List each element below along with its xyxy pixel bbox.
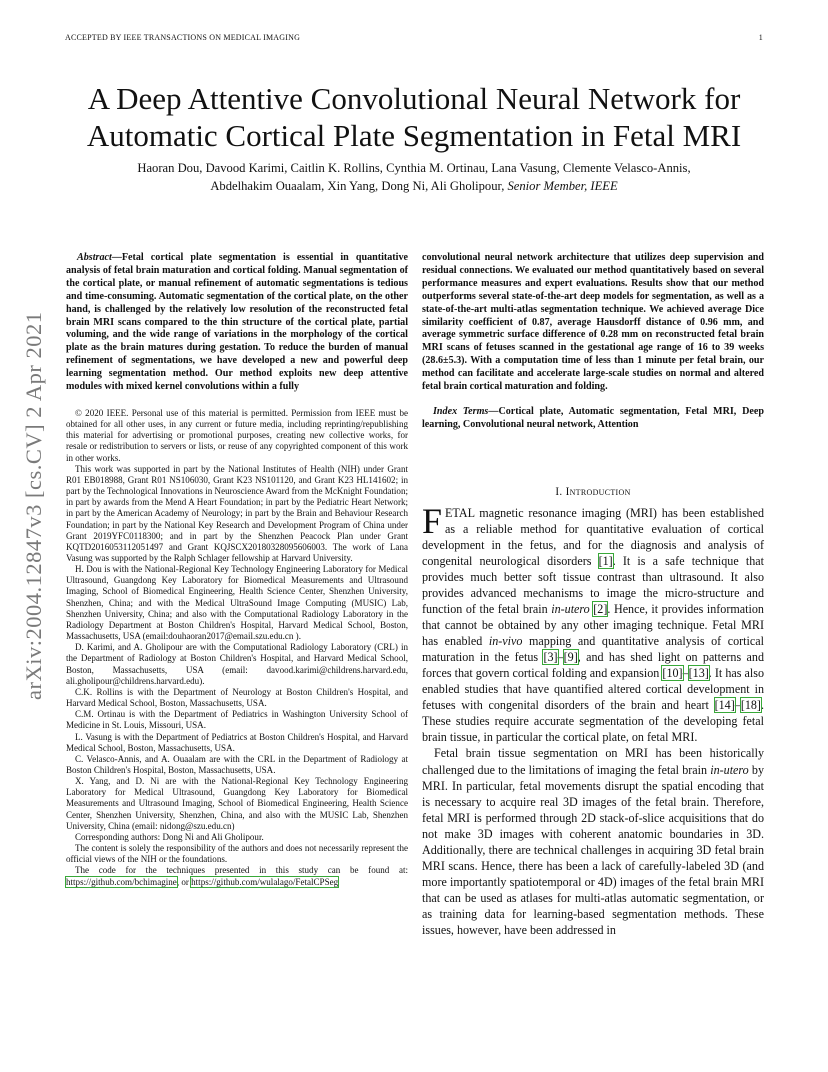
intro-text: by MRI. In particular, fetal movements disrupt the spatial encoding that is necessary to acquire real 3D images of the fetal brain. Therefore, fetal MRI is performed through 2D stack-of-slice acquisitions that do not make 3D images with coherent anatomic boundaries in 3D. Additionally, there are technical challenges in acquiring 3D fetal brain MRI scans. Hence, there has been a lack of carefully-labeled 3D (and more importantly spatiotemporal or 4D) images of the fetal brain MRI that can be used as atlases for multi-atlas automatic segmentation, or as training data for learning-based segmentation methods. These issues, however, have been addressed in (422, 762, 764, 937)
page-number: 1 (758, 33, 763, 42)
footnote-affiliation-vasung: L. Vasung is with the Department of Pediatrics at Boston Children's Hospital, and Harvard Medical School, Boston, Massachusetts, USA. (66, 731, 408, 753)
intro-text: mapping and quantitative analysis of cortical maturation in the fetus (422, 634, 764, 665)
title-line-1: A Deep Attentive Convolutional Neural Network for (87, 81, 741, 116)
footnote-affiliation-karimi: D. Karimi, and A. Gholipour are with the Computational Radiology Laboratory (CRL) in the Department of Radiology at Boston Children's Hospital, and Harvard Medical School, Boston, Massachusetts, USA (email: davood.karimi@childrens.harvard.edu, ali.gholipour@childrens.harvard.edu). (66, 642, 408, 686)
intro-paragraph-2 (422, 745, 764, 938)
running-header (65, 33, 763, 45)
italic-term: in-utero (710, 762, 749, 777)
intro-text: – (557, 650, 564, 665)
authors-line-1: Haoran Dou, Davood Karimi, Caitlin K. Rollins, Cynthia M. Ortinau, Lana Vasung, Clemente Velasco-Annis, (137, 161, 691, 175)
intro-paragraph-1 (422, 500, 764, 746)
intro-text: , and has shed light on patterns and forces that govern cortical folding and expansion (422, 650, 764, 681)
drop-cap: F (422, 500, 443, 541)
authors-line-2: Abdelhakim Ouaalam, Xin Yang, Dong Ni, Ali Gholipour, (210, 179, 505, 193)
citation-link[interactable]: [14] (714, 698, 735, 713)
citation-link[interactable]: [10] (662, 666, 683, 681)
footnote-code (66, 865, 408, 887)
arxiv-identifier: arXiv:2004.12847v3 [cs.CV] 2 Apr 2021 (21, 311, 46, 700)
code-link-fetalcpseg[interactable]: https://github.com/wulalago/FetalCPSeg (191, 876, 339, 887)
footnote-affiliation-yang: X. Yang, and D. Ni are with the National-Regional Key Technology Engineering Laboratory for Medical Ultrasound, Guangdong Key Laboratory for Biomedical Measurements and Ultrasound Imaging, School of Biomedical Engineering, Health Science Center, Shenzhen University, Shenzhen, China, and also with the MUSIC Lab, Shenzhen University, China (email: nidong@szu.edu.cn) (66, 776, 408, 831)
intro-text: Fetal brain tissue segmentation on MRI has been historically challenged due to the limitations of imaging the fetal brain (422, 746, 764, 777)
abstract-lead: Abstract (77, 252, 112, 263)
abstract-text-left: —Fetal cortical plate segmentation is essential in quantitative analysis of fetal brain maturation and cortical folding. Manual segmentation of the cortical plate, or manual refinement of automatic segmentations is tedious and time-consuming. Automatic segmentation of the cortical plate, on the other hand, is challenged by the relatively low resolution of the reconstructed fetal brain MRI scans compared to the thin structure of the cortical plate, partial voluming, and the wide range of variations in the morphology of the cortical plate as the brain matures during gestation. To reduce the burden of manual refinement of segmentations, we have developed a new and powerful deep learning segmentation method. Our method exploits new deep attentive modules with mixed kernel convolutions within a fully (66, 252, 408, 393)
code-note-prefix: The code for the techniques presented in this study can be found at: (75, 865, 408, 876)
italic-term: in-utero (551, 602, 590, 617)
right-column (422, 252, 764, 938)
abstract (66, 252, 408, 394)
citation-link[interactable]: [3] (543, 650, 558, 665)
index-terms-lead: Index Terms (433, 405, 489, 417)
author-list (60, 159, 768, 195)
intro-text: – (682, 666, 689, 681)
footnote-affiliation-dou: H. Dou is with the National-Regional Key Technology Engineering Laboratory for Medical Ultrasound, Guangdong Key Laboratory for Biomedical Measurements and Ultrasound Imaging, School of Biomedical Engineering, Health Science Center, Shenzhen University, Shenzhen, China; and with the Medical UltraSound Image Computing (MUSIC) Lab, Shenzhen University, China; and also with the Computational Radiology Laboratory in the Radiology Department at Boston Children's Hospital, Harvard Medical School, Boston, Massachusetts, USA (email:douhaoran2017@email.szu.edu.cn ). (66, 564, 408, 642)
footnote-funding: This work was supported in part by the National Institutes of Health (NIH) under Grant R01 EB018988, Grant R01 NS106030, Grant K23 NS101120, and Grant K23 HL141602; in part by the Technological Innovations in Neuroscience Award from the McKnight Foundation; in part by awards from the Mend A Heart Foundation; in part by the Pediatric Heart Network; in part by the American Academy of Neurology; in part by the Brain and Behaviour Research Foundation; in part by the National Key Research and Development Program of China under Grant 2019YFC0118300; and in part by the Shenzhen Peacock Plan under Grant KQTD2016053112051497 and Grant KQJSCX20180328095606003. The work of Lana Vasung was supported by the Ralph Schlager fellowship at Harvard University. (66, 463, 408, 563)
footnote-disclaimer: The content is solely the responsibility of the authors and does not necessarily represent the official views of the NIH or the foundations. (66, 843, 408, 865)
running-head-title: ACCEPTED BY IEEE TRANSACTIONS ON MEDICAL IMAGING (65, 33, 301, 42)
index-terms (422, 406, 764, 432)
citation-link[interactable]: [13] (688, 666, 709, 681)
footnote-affiliation-velasco: C. Velasco-Annis, and A. Ouaalam are with the CRL in the Department of Radiology at Boston Children's Hospital, Boston, Massachusetts, USA. (66, 753, 408, 775)
citation-link[interactable]: [9] (563, 650, 578, 665)
citation-link[interactable]: [2] (593, 602, 608, 617)
intro-text: . These studies require accurate segmentation of the developing fetal brain tissue, in particular the cortical plate, on fetal MRI. (422, 698, 764, 745)
author-role: Senior Member, IEEE (507, 179, 618, 193)
intro-text: . It is a safe technique that provides much better soft tissue contrast than ultrasound. It also provides advanced mechanisms to image the micro-structure and function of the fetal brain (422, 553, 764, 617)
intro-text: . Hence, it provides information that cannot be obtained by any other imaging technique. Fetal MRI has enabled (422, 602, 764, 649)
intro-text: – (734, 698, 741, 713)
section-title: Introduction (565, 485, 631, 498)
code-link-bchimagine[interactable]: https://github.com/bchimagine (66, 876, 177, 887)
footnote-corresponding: Corresponding authors: Dong Ni and Ali Gholipour. (75, 831, 264, 842)
paper-title (40, 80, 788, 154)
footnote-affiliation-ortinau: C.M. Ortinau is with the Department of Pediatrics in Washington University School of Medicine in St. Louis, Missouri, USA. (66, 709, 408, 731)
title-line-2: Automatic Cortical Plate Segmentation in Fetal MRI (86, 118, 742, 153)
section-heading (422, 486, 764, 498)
footnotes (66, 408, 408, 888)
left-column (66, 252, 408, 888)
code-note-middle: , or (176, 876, 192, 887)
index-terms-text: —Cortical plate, Automatic segmentation, Fetal MRI, Deep learning, Convolutional neural network, Attention (422, 405, 764, 430)
footnote-copyright: © 2020 IEEE. Personal use of this material is permitted. Permission from IEEE must be obtained for all other uses, in any current or future media, including reprinting/republishing this material for advertising or promotional purposes, creating new collective works, for resale or redistribution to servers or lists, or reuse of any copyrighted component of this work in other works. (66, 407, 408, 463)
footnote-affiliation-rollins: C.K. Rollins is with the Department of Neurology at Boston Children's Hospital, and Harvard Medical School, Boston, Massachusetts, USA. (66, 686, 408, 709)
intro-text: ETAL magnetic resonance imaging (MRI) has been established as a reliable method for quantitative evaluation of cortical development in the fetus, and for the diagnosis and analysis of congenital neurological disorders (422, 505, 764, 568)
citation-link[interactable]: [1] (598, 553, 613, 568)
italic-term: in-vivo (488, 634, 523, 649)
intro-text: . It has also enabled studies that have quantified altered cortical development in fetuses with congenital disorders of the brain and heart (422, 666, 764, 713)
citation-link[interactable]: [18] (740, 698, 761, 713)
abstract-continued: convolutional neural network architecture that utilizes deep supervision and residual connections. We evaluated our method quantitatively based on several performance measures and expert evaluations. Results show that our method outperforms several state-of-the-art deep models for segmentation, as well as a state-of-the-art multi-atlas segmentation technique. We achieved average Dice similarity coefficient of 0.87, average Hausdorff distance of 0.96 mm, and average symmetric surface difference of 0.28 mm on reconstructed fetal brain MRI scans of fetuses scanned in the gestational age range of 16 to 39 weeks (28.6±5.3). With a computation time of less than 1 minute per fetal brain, our method can facilitate and accelerate large-scale studies on normal and altered fetal brain cortical maturation and folding. (422, 252, 764, 393)
section-number: I. (555, 485, 563, 498)
